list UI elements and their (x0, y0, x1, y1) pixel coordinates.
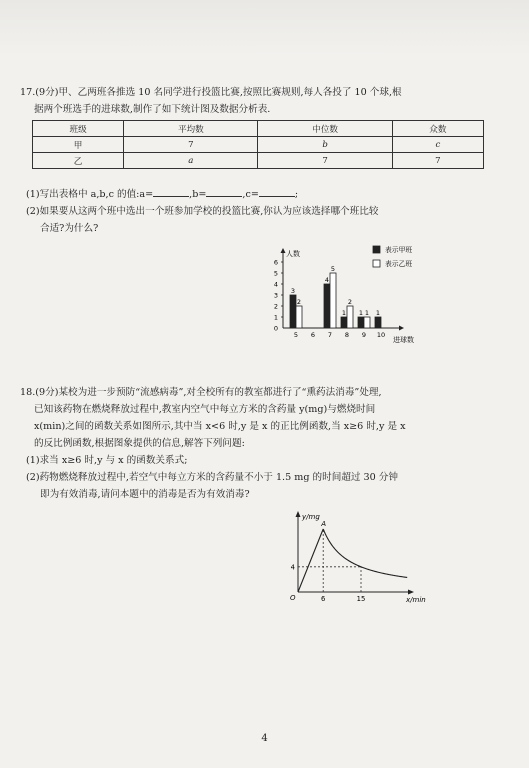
q18-line-4: 的反比例函数,根据图象提供的信息,解答下列问题: (34, 438, 245, 449)
data-label: 5 (330, 265, 336, 273)
y-axis-arrow (296, 511, 301, 517)
bar (324, 284, 330, 328)
q17-sub1-b: ,b= (189, 189, 207, 200)
bar-chart (255, 238, 455, 348)
table-header-row (33, 121, 484, 137)
y-axis-label: 人数 (286, 250, 300, 258)
x-axis-arrow (408, 590, 414, 595)
bar (375, 317, 381, 328)
data-label: 1 (341, 309, 347, 317)
data-label: 3 (290, 287, 296, 295)
q17-sub1-prefix: (1)写出表格中 a,b,c 的值:a= (26, 189, 154, 200)
answer-blank-a (153, 186, 189, 197)
q17-sub1-c: ,c= (242, 189, 259, 200)
table-cell: c (392, 137, 483, 153)
q17-sub2-line-2: 合适?为什么? (40, 223, 99, 234)
answer-blank-b (206, 186, 242, 197)
bar (341, 317, 347, 328)
q17-sub2-line-1: (2)如果要从这两个班中选出一个班参加学校的投篮比赛,你认为应该选择哪个班比较 (26, 206, 379, 217)
bar (347, 306, 353, 328)
inverse-curve (323, 529, 407, 577)
legend-label: 表示甲班 (385, 246, 413, 254)
data-label: 4 (324, 276, 330, 284)
x-tick-label: 9 (361, 331, 367, 339)
data-label: 2 (347, 298, 353, 306)
q18-sub1: (1)求当 x≥6 时,y 与 x 的函数关系式; (26, 455, 188, 466)
y-tick-label: 4 (290, 563, 295, 572)
data-label: 1 (364, 309, 370, 317)
function-graph (280, 508, 440, 604)
x-tick-label: 7 (327, 331, 333, 339)
bar (290, 295, 296, 328)
question-18 (20, 384, 510, 503)
table-row (33, 153, 484, 169)
bar (330, 273, 336, 328)
q18-line-1: 18.(9分)某校为进一步预防“流感病毒”,对全校所有的教室都进行了“熏药法消毒”处理, (20, 387, 382, 398)
q17-sub1-end: ; (294, 189, 299, 200)
y-tick-label: 4 (273, 280, 278, 289)
x-tick-label: 6 (310, 331, 316, 339)
x-axis-label: 进球数 (393, 336, 414, 344)
y-tick-label: 1 (273, 313, 278, 322)
y-tick-label: 2 (273, 302, 278, 311)
table-cell: 甲 (33, 137, 124, 153)
x-axis-label: x/min (406, 596, 426, 604)
table-cell: 7 (124, 137, 258, 153)
q17-line-1: 17.(9分)甲、乙两班各推选 10 名同学进行投篮比赛,按照比赛规则,每人各投了 10 个球,根 (20, 87, 402, 98)
y-tick-label: 0 (273, 324, 278, 333)
legend-label: 表示乙班 (385, 260, 413, 268)
bar (296, 306, 302, 328)
peak-label: A (321, 520, 326, 528)
q18-line-3: x(min)之间的函数关系如图所示,其中当 x<6 时,y 是 x 的正比例函数,当 x≥6 时,y 是 x (34, 421, 406, 432)
table-cell: 7 (392, 153, 483, 169)
x-tick-label: 8 (344, 331, 350, 339)
table-header-cell: 众数 (392, 121, 483, 137)
q17-sub1 (20, 186, 510, 203)
data-label: 2 (296, 298, 302, 306)
q18-sub2-line-1: (2)药物燃烧释放过程中,若空气中每立方米的含药量不小于 1.5 mg 的时间超过 30 分钟 (26, 472, 398, 483)
origin-label: O (290, 594, 296, 602)
q17-subquestions (20, 186, 510, 237)
page-number: 4 (261, 733, 268, 744)
y-tick-label: 5 (273, 269, 278, 278)
table-cell: 7 (258, 153, 392, 169)
table-header-cell: 中位数 (258, 121, 392, 137)
data-label: 1 (358, 309, 364, 317)
y-axis-label: y/mg (302, 513, 320, 521)
table-header-cell: 平均数 (124, 121, 258, 137)
table-header-cell: 班级 (33, 121, 124, 137)
scan-top-band (0, 0, 529, 56)
legend-swatch (373, 246, 380, 253)
y-tick-label: 6 (273, 258, 278, 267)
bar (358, 317, 364, 328)
x-tick-label: 6 (321, 595, 326, 603)
x-tick-label: 15 (356, 595, 366, 603)
table-row (33, 137, 484, 153)
y-tick-label: 3 (273, 291, 278, 300)
x-axis-arrow (399, 326, 404, 331)
y-axis-arrow (281, 248, 286, 253)
q18-line-2: 已知该药物在燃烧释放过程中,教室内空气中每立方米的含药量 y(mg)与燃烧时间 (34, 404, 376, 415)
q17-line-2: 据两个班选手的进球数,制作了如下统计图及数据分析表. (34, 104, 271, 115)
bar (364, 317, 370, 328)
q18-sub2-line-2: 即为有效消毒,请问本题中的消毒是否为有效消毒? (40, 489, 250, 500)
x-tick-label: 5 (293, 331, 299, 339)
table-cell: b (258, 137, 392, 153)
table-cell: a (124, 153, 258, 169)
x-tick-label: 10 (376, 331, 386, 339)
proportional-segment (298, 529, 323, 592)
table-cell: 乙 (33, 153, 124, 169)
answer-blank-c (259, 186, 295, 197)
question-17 (20, 84, 510, 118)
stats-table (32, 120, 484, 169)
legend-swatch (373, 260, 380, 267)
data-label: 1 (375, 309, 381, 317)
